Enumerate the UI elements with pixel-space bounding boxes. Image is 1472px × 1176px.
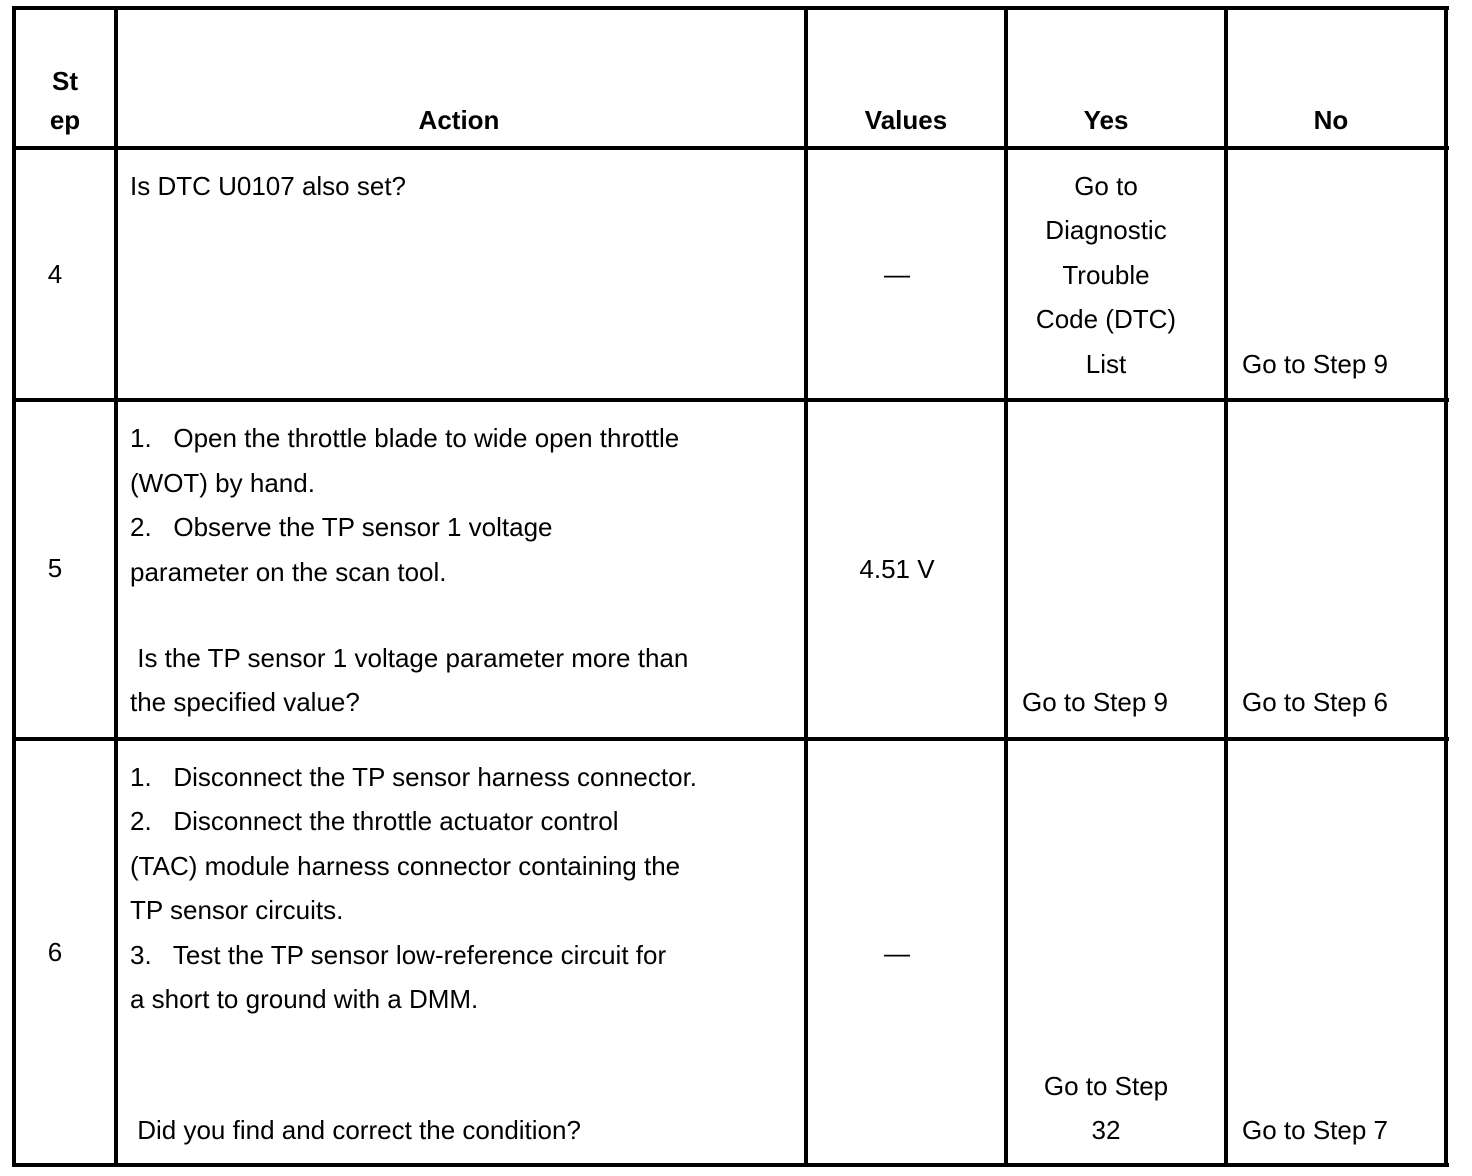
action-line: 1. Open the throttle blade to wide open throttle (130, 423, 680, 453)
grid-line (114, 6, 118, 1167)
diagnostic-table (12, 6, 1449, 1167)
action-line: 1. Disconnect the TP sensor harness connector. (130, 762, 698, 792)
step-number: 4 (47, 259, 63, 289)
header-yes: Yes (1083, 105, 1129, 135)
action-line: the specified value? (130, 687, 360, 717)
grid-line (1444, 6, 1448, 1167)
header-step-line1: St (52, 66, 78, 96)
no-cell: Go to Step 7 (1242, 1115, 1388, 1145)
step-number: 6 (47, 937, 63, 967)
no-cell: Go to Step 9 (1242, 349, 1388, 379)
action-line: Is DTC U0107 also set? (130, 171, 407, 201)
value-cell: — (884, 938, 910, 968)
yes-line: Go to Step 9 (1022, 687, 1168, 717)
grid-line (1224, 6, 1228, 1167)
header-action: Action (418, 105, 500, 135)
action-line: 2. Disconnect the throttle actuator control (130, 806, 619, 836)
yes-line: Trouble (1062, 260, 1150, 290)
no-cell: Go to Step 6 (1242, 687, 1388, 717)
action-line: Did you find and correct the condition? (130, 1115, 581, 1145)
yes-line: 32 (1091, 1115, 1121, 1145)
yes-line: Diagnostic (1045, 215, 1167, 245)
header-step-line2: ep (49, 105, 81, 135)
value-cell: 4.51 V (859, 554, 935, 584)
grid-line (12, 398, 1449, 402)
action-line: Is the TP sensor 1 voltage parameter more than (130, 643, 689, 673)
yes-line: Go to Step (1043, 1071, 1169, 1101)
yes-line: List (1085, 349, 1127, 379)
action-line: 2. Observe the TP sensor 1 voltage (130, 512, 553, 542)
yes-line: Code (DTC) (1035, 304, 1177, 334)
yes-line: Go to (1074, 171, 1138, 201)
value-cell: — (884, 259, 910, 289)
grid-line (12, 737, 1449, 741)
header-values: Values (864, 105, 948, 135)
grid-line (12, 1163, 1449, 1167)
action-line: 3. Test the TP sensor low-reference circuit for (130, 940, 667, 970)
header-no: No (1313, 105, 1349, 135)
step-number: 5 (47, 553, 63, 583)
action-line: (TAC) module harness connector containing the (130, 851, 681, 881)
action-line: a short to ground with a DMM. (130, 984, 479, 1014)
action-line: (WOT) by hand. (130, 468, 315, 498)
action-line: TP sensor circuits. (130, 895, 344, 925)
action-line: parameter on the scan tool. (130, 557, 447, 587)
grid-line (12, 6, 1449, 10)
grid-line (12, 146, 1449, 150)
